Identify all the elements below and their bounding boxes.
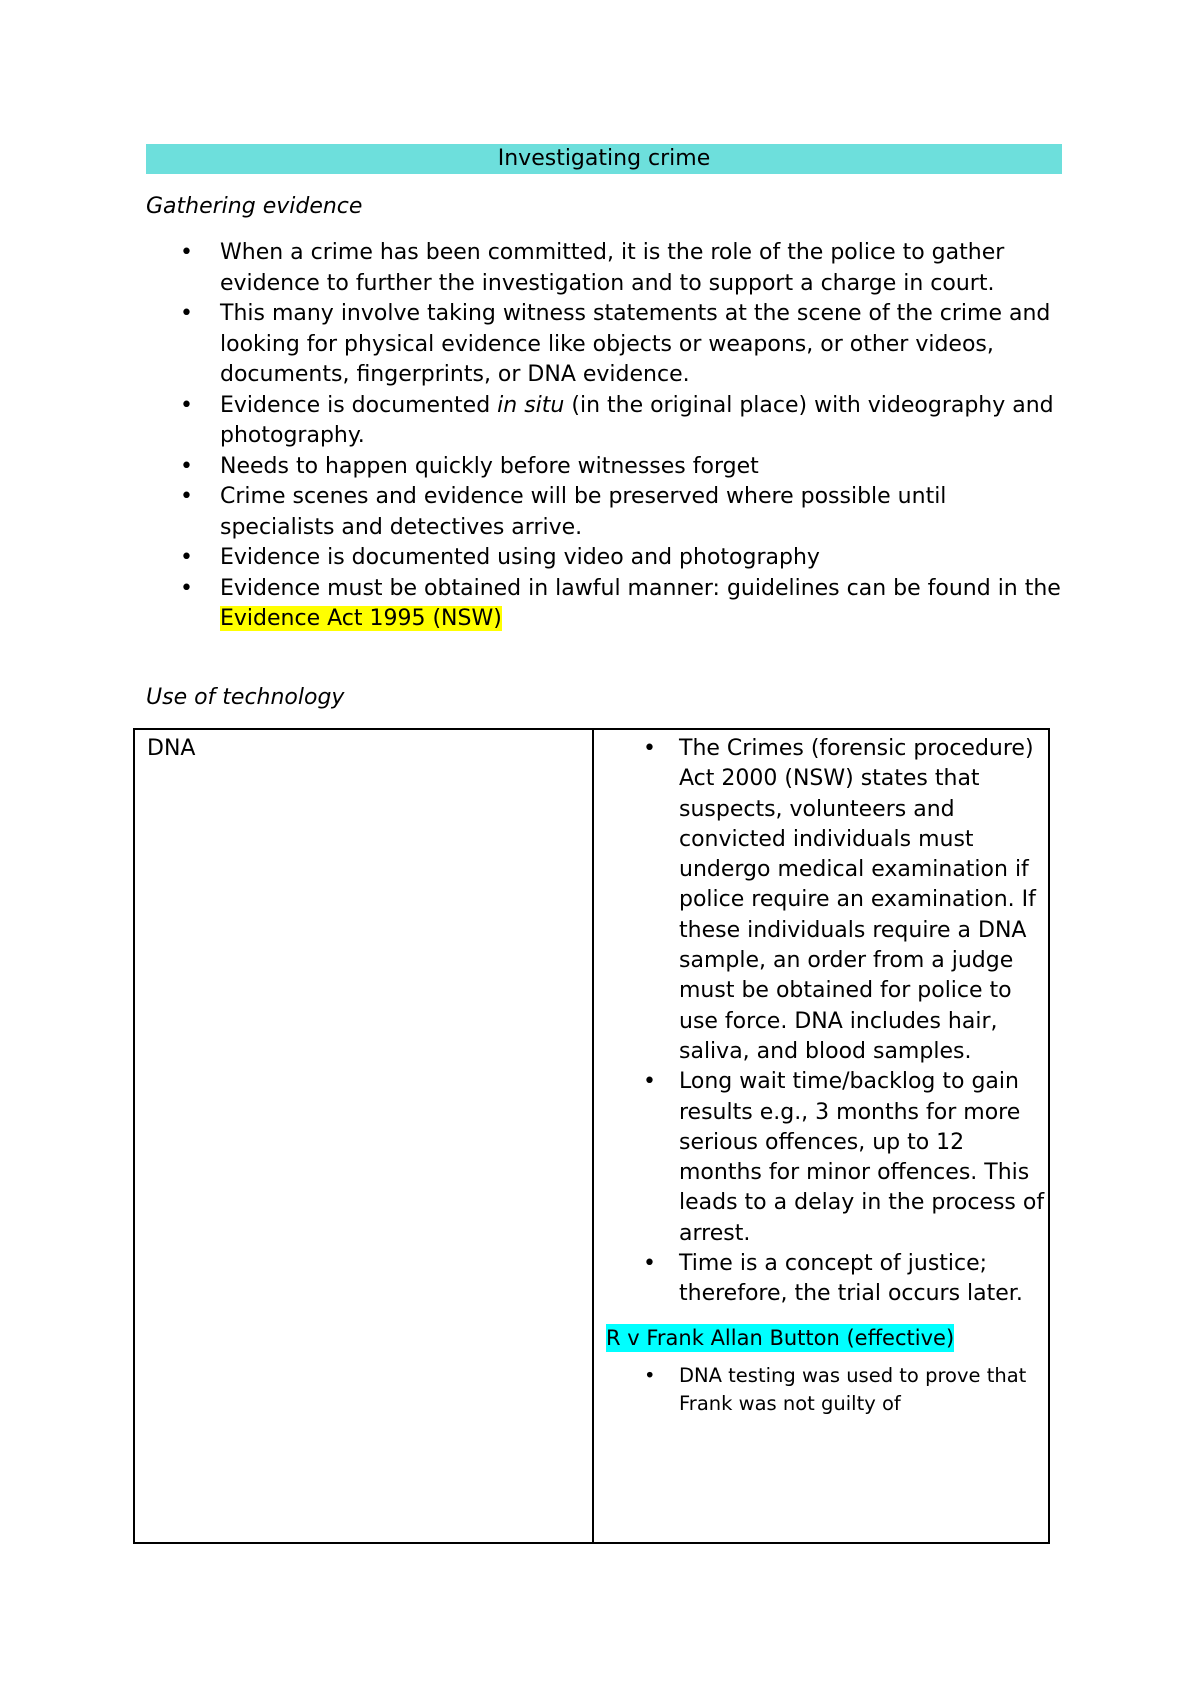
list-item: • This many involve taking witness statements at the scene of the crime and looking for physical evidence like objects or weapons, or other videos, documents, fingerprints, or DNA evidence. xyxy=(146,299,1062,391)
list-item: • When a crime has been committed, it is the role of the police to gather evidence to further the investigation and to support a charge in court. xyxy=(146,238,1062,299)
italic-term: in situ xyxy=(497,392,565,418)
list-item-text: (in the original place) with videography and photography. xyxy=(220,392,1054,448)
list-item xyxy=(146,574,1062,635)
section-heading-gathering-evidence: Gathering evidence xyxy=(146,194,363,219)
table-cell-topic: DNA xyxy=(147,736,196,761)
list-item: • The Crimes (forensic procedure) Act 2000 (NSW) states that suspects, volunteers and convicted individuals must undergo medical examination if police require an examination. If these individuals require a DNA sample, an order from a judge must be obtained for police to use force. DNA includes hair, saliva, and blood samples. xyxy=(594,734,1046,1067)
case-details-list xyxy=(594,1362,1046,1418)
list-item: • Needs to happen quickly before witnesses forget xyxy=(146,452,1062,483)
list-item-text: Evidence must be obtained in lawful manner: guidelines can be found in the xyxy=(220,575,1061,601)
list-item: • Time is a concept of justice; therefore, the trial occurs later. xyxy=(594,1249,1046,1310)
list-item: • Evidence is documented using video and photography xyxy=(146,543,1062,574)
list-item: • Crime scenes and evidence will be preserved where possible until specialists and detectives arrive. xyxy=(146,482,1062,543)
document-title: Investigating crime xyxy=(146,144,1062,174)
list-item: • DNA testing was used to prove that Frank was not guilty of xyxy=(594,1362,1046,1418)
list-item-text: Evidence is documented xyxy=(220,392,498,418)
section-heading-use-of-technology: Use of technology xyxy=(146,685,345,710)
list-item xyxy=(146,391,1062,452)
dna-details-list xyxy=(594,734,1046,1310)
case-title: R v Frank Allan Button (effective) xyxy=(606,1325,955,1350)
highlighted-act-name: Evidence Act 1995 (NSW) xyxy=(220,606,502,631)
list-item: • Long wait time/backlog to gain results e.g., 3 months for more serious offences, up to 12 months for minor offences. This leads to a delay in the process of arrest. xyxy=(594,1067,1046,1249)
gathering-evidence-list xyxy=(146,238,1062,635)
table-cell-details xyxy=(594,734,1046,1418)
technology-table xyxy=(133,728,1050,1544)
